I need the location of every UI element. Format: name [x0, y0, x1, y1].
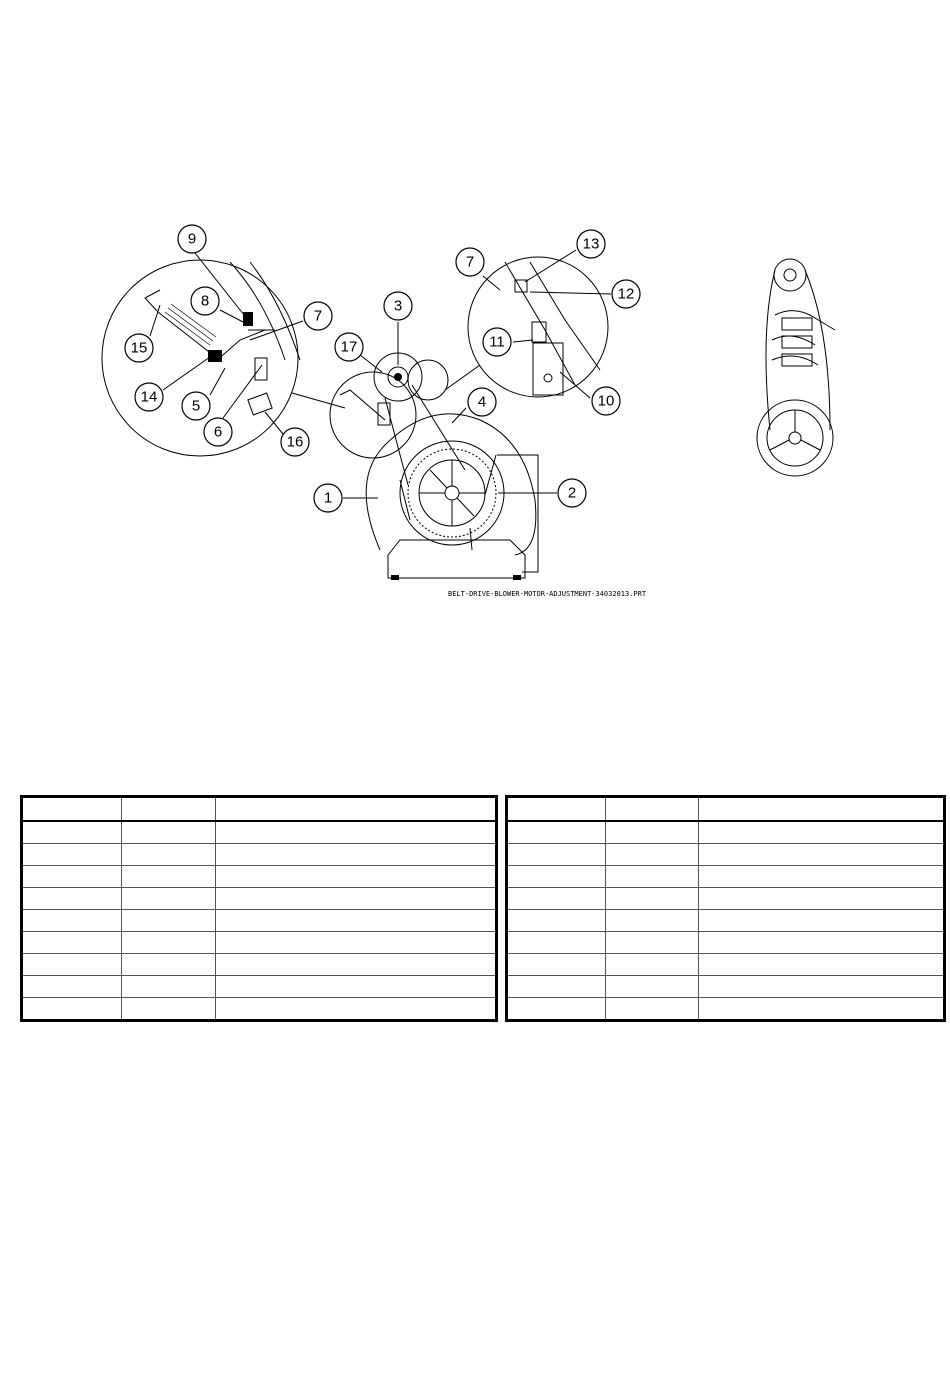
table-row: [22, 976, 497, 998]
svg-text:9: 9: [187, 230, 197, 248]
table-cell: [216, 888, 497, 910]
table-cell: [605, 844, 699, 866]
table-cell: [605, 797, 699, 822]
table-cell: [121, 998, 216, 1021]
table-cell: [22, 797, 122, 822]
blower-housing: [366, 414, 538, 580]
leader-lines: [150, 250, 611, 498]
table-cell: [699, 910, 945, 932]
table-cell: [216, 797, 497, 822]
table-row: [22, 954, 497, 976]
svg-text:1: 1: [323, 489, 333, 507]
table-cell: [22, 910, 122, 932]
table-cell: [121, 888, 216, 910]
table-cell: [507, 797, 606, 822]
svg-text:17: 17: [340, 338, 358, 356]
callout-12: [612, 280, 640, 308]
callout-11: [483, 328, 511, 356]
callout-1: [314, 484, 342, 512]
table-cell: [507, 954, 606, 976]
table-cell: [605, 998, 699, 1021]
svg-text:10: 10: [597, 392, 615, 410]
table-cell: [699, 932, 945, 954]
svg-text:12: 12: [617, 285, 635, 303]
table-cell: [699, 998, 945, 1021]
table-cell: [605, 932, 699, 954]
table-row: [22, 932, 497, 954]
callout-16: [281, 428, 309, 456]
svg-text:2: 2: [567, 484, 577, 502]
callout-14: [135, 383, 163, 411]
table-cell: [507, 976, 606, 998]
table-row: [22, 844, 497, 866]
drawing-caption: BELT-DRIVE-BLOWER-MOTOR-ADJUSTMENT-34032013.PRT: [448, 590, 647, 598]
svg-text:15: 15: [130, 339, 148, 357]
table-cell: [216, 844, 497, 866]
table-row: [22, 866, 497, 888]
table-row: [22, 998, 497, 1021]
table-row: [507, 844, 945, 866]
motor-pulley-belt: [374, 353, 465, 485]
table-cell: [699, 888, 945, 910]
table-row: [507, 821, 945, 844]
table-cell: [605, 910, 699, 932]
table-cell: [216, 954, 497, 976]
table-cell: [507, 910, 606, 932]
table-cell: [121, 821, 216, 844]
svg-text:13: 13: [582, 235, 600, 253]
table-row: [507, 932, 945, 954]
callout-6: [204, 418, 232, 446]
table-cell: [605, 954, 699, 976]
table-cell: [605, 866, 699, 888]
belt-pulley-illustration: [757, 259, 835, 476]
callout-9: [178, 225, 206, 253]
table-cell: [22, 932, 122, 954]
table-cell: [121, 976, 216, 998]
table-row: [507, 797, 945, 822]
table-cell: [121, 954, 216, 976]
callout-13: [577, 230, 605, 258]
table-row: [507, 888, 945, 910]
table-cell: [216, 866, 497, 888]
middle-detail-view: [330, 372, 416, 458]
table-cell: [507, 888, 606, 910]
table-cell: [22, 866, 122, 888]
table-cell: [121, 910, 216, 932]
table-row: [22, 821, 497, 844]
table-row: [22, 797, 497, 822]
callout-8: [191, 287, 219, 315]
table-cell: [22, 998, 122, 1021]
table-cell: [605, 821, 699, 844]
table-cell: [216, 998, 497, 1021]
callout-7-right: [456, 248, 484, 276]
table-cell: [22, 954, 122, 976]
table-cell: [699, 844, 945, 866]
table-cell: [699, 866, 945, 888]
table-cell: [507, 844, 606, 866]
table-cell: [216, 821, 497, 844]
table-cell: [507, 998, 606, 1021]
svg-text:7: 7: [313, 307, 323, 325]
callout-2: [558, 479, 586, 507]
callout-10: [592, 387, 620, 415]
table-cell: [121, 932, 216, 954]
table-cell: [22, 844, 122, 866]
table-cell: [699, 954, 945, 976]
table-cell: [22, 976, 122, 998]
callout-4: [468, 388, 496, 416]
parts-table-right: [505, 795, 946, 1022]
table-cell: [507, 932, 606, 954]
parts-table-left: [20, 795, 498, 1022]
svg-text:14: 14: [140, 388, 158, 406]
table-cell: [216, 910, 497, 932]
table-cell: [22, 821, 122, 844]
svg-text:5: 5: [191, 397, 201, 415]
svg-text:6: 6: [213, 423, 223, 441]
blower-motor-exploded-diagram: [0, 0, 950, 620]
table-cell: [216, 976, 497, 998]
table-cell: [699, 976, 945, 998]
table-row: [22, 888, 497, 910]
table-row: [507, 954, 945, 976]
table-cell: [507, 866, 606, 888]
svg-text:4: 4: [477, 393, 487, 411]
table-row: [507, 910, 945, 932]
svg-text:3: 3: [393, 297, 403, 315]
callout-17: [335, 333, 363, 361]
right-detail-view: [445, 257, 608, 397]
svg-text:8: 8: [200, 292, 210, 310]
table-cell: [121, 866, 216, 888]
callout-7-left: [304, 302, 332, 330]
table-cell: [605, 888, 699, 910]
table-cell: [507, 821, 606, 844]
table-cell: [216, 932, 497, 954]
table-cell: [22, 888, 122, 910]
table-row: [22, 910, 497, 932]
table-row: [507, 998, 945, 1021]
table-cell: [121, 797, 216, 822]
svg-text:16: 16: [286, 433, 304, 451]
svg-text:11: 11: [489, 333, 505, 351]
table-row: [507, 976, 945, 998]
table-cell: [605, 976, 699, 998]
table-cell: [121, 844, 216, 866]
callout-5: [182, 392, 210, 420]
table-cell: [699, 821, 945, 844]
table-cell: [699, 797, 945, 822]
callout-3: [384, 292, 412, 320]
table-row: [507, 866, 945, 888]
svg-text:7: 7: [465, 253, 475, 271]
callout-15: [125, 334, 153, 362]
